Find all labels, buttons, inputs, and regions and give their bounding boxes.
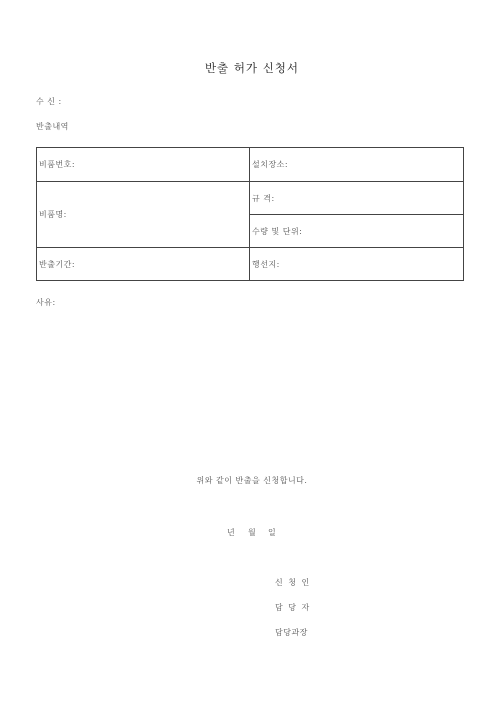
item-number-cell: 비품번호:	[37, 148, 250, 182]
reason-label: 사유:	[36, 298, 56, 307]
applicant-label: 신 청 인	[275, 578, 311, 587]
date-month-label: 월	[248, 528, 257, 537]
date-day-label: 일	[268, 528, 277, 537]
section-label: 반출내역	[36, 122, 69, 131]
quantity-unit-cell: 수량 및 단위:	[250, 215, 464, 248]
period-cell: 반출기간:	[37, 248, 250, 281]
date-year-label: 년	[227, 528, 236, 537]
item-details-table	[36, 147, 464, 281]
spec-cell: 규 격:	[250, 182, 464, 215]
person-in-charge-label: 담 당 자	[275, 603, 311, 612]
install-location-cell: 설치장소:	[250, 148, 464, 182]
destination-cell: 행선지:	[250, 248, 464, 281]
recipient-label: 수 신 :	[36, 97, 62, 106]
statement-text: 위와 같이 반출을 신청합니다.	[196, 476, 308, 485]
item-name-cell: 비품명:	[37, 182, 250, 248]
section-chief-label: 담당과장	[275, 628, 308, 637]
page-title: 반출 허가 신청서	[204, 61, 300, 75]
